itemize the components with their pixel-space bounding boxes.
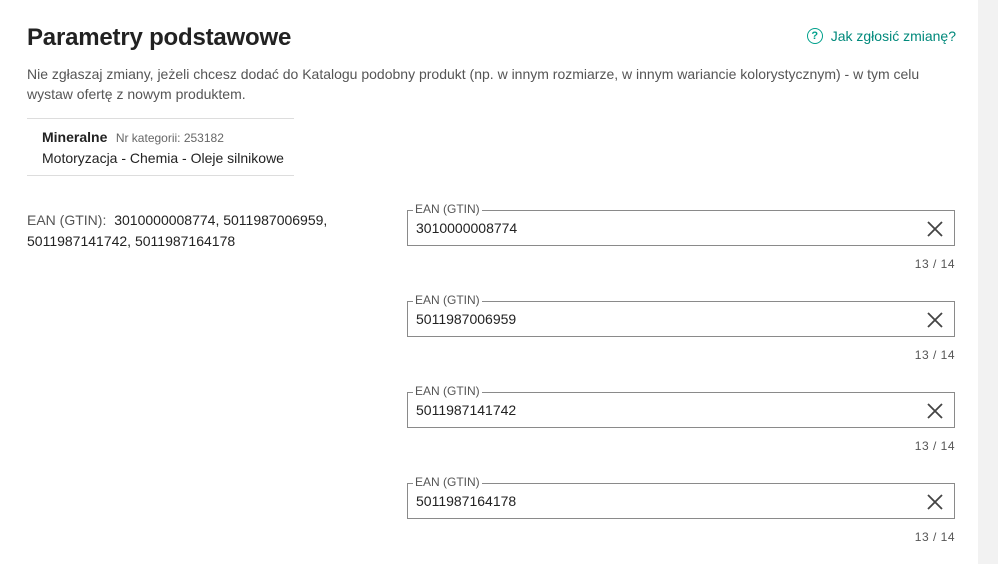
ean-summary-values: 3010000008774, 5011987006959, 5011987141742, 5011987164178 xyxy=(27,212,328,249)
ean-input[interactable] xyxy=(416,484,896,518)
character-counter: 13 / 14 xyxy=(914,439,955,453)
clear-icon[interactable] xyxy=(926,402,944,420)
how-to-report-change-link[interactable] xyxy=(807,28,956,44)
character-counter: 13 / 14 xyxy=(914,257,955,271)
clear-icon[interactable] xyxy=(926,311,944,329)
ean-input-box xyxy=(407,384,955,428)
ean-field-label: EAN (GTIN) xyxy=(415,293,480,307)
ean-summary xyxy=(27,210,357,252)
ean-input-box xyxy=(407,202,955,246)
description-text: Nie zgłaszaj zmiany, jeżeli chcesz dodać do Katalogu podobny produkt (np. w innym rozmiarze, w innym wariancie kolorystycznym) - w tym celu wystaw ofertę z nowym produktem. xyxy=(27,66,920,102)
ean-field-label: EAN (GTIN) xyxy=(415,384,480,398)
ean-input-box xyxy=(407,475,955,519)
help-link-label: Jak zgłosić zmianę? xyxy=(830,28,956,44)
ean-field-4 xyxy=(407,475,955,544)
ean-summary-label: EAN (GTIN): xyxy=(27,212,107,228)
ean-input[interactable] xyxy=(416,211,896,245)
ean-field-3 xyxy=(407,384,955,453)
ean-field-label: EAN (GTIN) xyxy=(415,202,480,216)
clear-icon[interactable] xyxy=(926,493,944,511)
ean-input[interactable] xyxy=(416,393,896,427)
ean-input-box xyxy=(407,293,955,337)
character-counter: 13 / 14 xyxy=(914,348,955,362)
page-title: Parametry podstawowe xyxy=(27,24,292,51)
question-circle-icon: ? xyxy=(807,28,823,44)
category-number: Nr kategorii: 253182 xyxy=(115,131,224,145)
category-info xyxy=(27,118,294,176)
ean-field-1 xyxy=(407,202,955,271)
character-counter: 13 / 14 xyxy=(914,530,955,544)
ean-input[interactable] xyxy=(416,302,896,336)
category-name: Mineralne xyxy=(42,129,108,145)
clear-icon[interactable] xyxy=(926,220,944,238)
ean-field-2 xyxy=(407,293,955,362)
ean-field-label: EAN (GTIN) xyxy=(415,475,480,489)
category-path: Motoryzacja - Chemia - Oleje silnikowe xyxy=(42,150,284,166)
